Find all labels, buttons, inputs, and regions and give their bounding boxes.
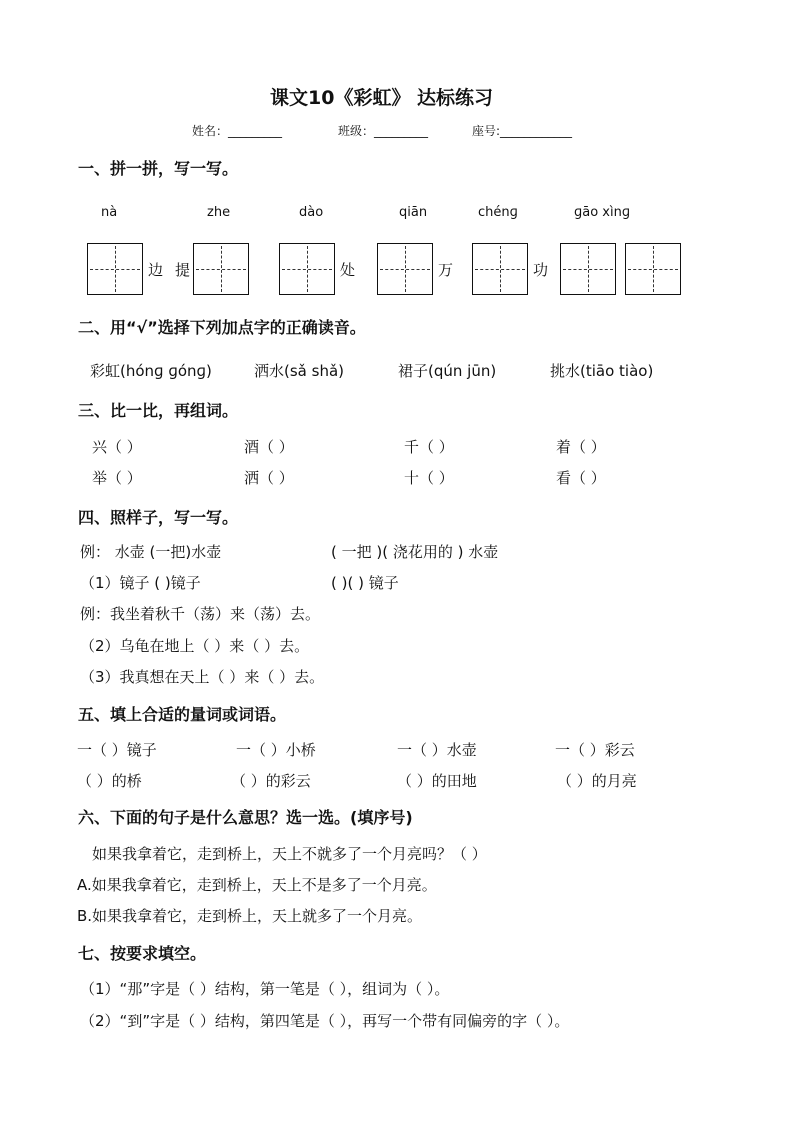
given-character: 万 bbox=[438, 261, 454, 279]
pronunciation-choice[interactable]: 裙子(qún jūn) bbox=[398, 362, 497, 380]
pinyin-label: ɡāo xìnɡ bbox=[574, 205, 631, 220]
question-line: （3）我真想在天上（ ）来（ ）去。 bbox=[80, 668, 325, 686]
page-title: 课文10《彩虹》 达标练习 bbox=[270, 87, 494, 109]
pinyin-label: zhe bbox=[207, 205, 231, 220]
pinyin-label: qiān bbox=[399, 205, 428, 220]
writing-grid-box[interactable] bbox=[377, 243, 433, 295]
example-line: 例： 水壶 (一把)水壶 bbox=[80, 543, 222, 561]
given-character: 处 bbox=[340, 261, 356, 279]
pinyin-label: nà bbox=[101, 205, 118, 220]
option-b: B.如果我拿着它，走到桥上，天上就多了一个月亮。 bbox=[77, 907, 423, 925]
question-line: （2）乌龟在地上（ ）来（ ）去。 bbox=[80, 637, 310, 655]
pronunciation-choice[interactable]: 洒水(sǎ shǎ) bbox=[254, 362, 344, 380]
given-character: 功 bbox=[533, 261, 549, 279]
fill-item: 一（ ）小桥 bbox=[236, 741, 316, 759]
writing-grid-box[interactable] bbox=[279, 243, 335, 295]
compare-item: 千（ ） bbox=[404, 438, 454, 456]
class-field: 班级：_________ bbox=[338, 124, 429, 138]
compare-item: 举（ ） bbox=[92, 469, 142, 487]
fill-item: （ ）的桥 bbox=[77, 772, 142, 790]
section3-heading: 三、比一比，再组词。 bbox=[78, 401, 239, 420]
writing-grid-box[interactable] bbox=[560, 243, 616, 295]
writing-grid-box[interactable] bbox=[87, 243, 143, 295]
compare-item: 洒（ ） bbox=[244, 469, 294, 487]
section6-heading: 六、下面的句子是什么意思？选一选。(填序号) bbox=[78, 808, 413, 827]
writing-grid-box[interactable] bbox=[625, 243, 681, 295]
fill-item: 一（ ）水壶 bbox=[397, 741, 477, 759]
compare-item: 十（ ） bbox=[404, 469, 454, 487]
seat-field: 座号:____________ bbox=[472, 124, 573, 138]
question-line: （2）“到”字是（ ）结构，第四笔是（ ），再写一个带有同偏旁的字（ ）。 bbox=[80, 1012, 570, 1030]
example-line: 例：我坐着秋千（荡）来（荡）去。 bbox=[80, 605, 321, 623]
fill-item: （ ）的彩云 bbox=[231, 772, 311, 790]
name-field: 姓名：_________ bbox=[192, 124, 283, 138]
pinyin-label: chénɡ bbox=[478, 205, 518, 220]
compare-item: 酒（ ） bbox=[244, 438, 294, 456]
compare-item: 着（ ） bbox=[556, 438, 606, 456]
question-line: （1）镜子 ( )镜子 bbox=[80, 574, 201, 592]
section7-heading: 七、按要求填空。 bbox=[78, 944, 207, 963]
question-line: 如果我拿着它，走到桥上，天上不就多了一个月亮吗？（ ） bbox=[92, 845, 487, 863]
pronunciation-choice[interactable]: 彩虹(hónɡ ɡónɡ) bbox=[90, 362, 212, 380]
section5-heading: 五、填上合适的量词或词语。 bbox=[78, 705, 287, 724]
section1-heading: 一、拼一拼，写一写。 bbox=[78, 159, 239, 178]
question-line: ( )( ) 镜子 bbox=[331, 574, 399, 592]
section4-heading: 四、照样子，写一写。 bbox=[78, 508, 239, 527]
pronunciation-choice[interactable]: 挑水(tiāo tiào) bbox=[550, 362, 654, 380]
given-character: 提 bbox=[175, 261, 191, 279]
compare-item: 兴（ ） bbox=[92, 438, 142, 456]
question-line: （1）“那”字是（ ）结构，第一笔是（ ），组词为（ ）。 bbox=[80, 980, 450, 998]
fill-item: （ ）的田地 bbox=[397, 772, 477, 790]
pinyin-label: dào bbox=[299, 205, 324, 220]
compare-item: 看（ ） bbox=[556, 469, 606, 487]
fill-item: （ ）的月亮 bbox=[557, 772, 637, 790]
example-line: ( 一把 )( 浇花用的 ) 水壶 bbox=[331, 543, 499, 561]
fill-item: 一（ ）彩云 bbox=[555, 741, 635, 759]
given-character: 边 bbox=[148, 261, 164, 279]
fill-item: 一（ ）镜子 bbox=[77, 741, 157, 759]
option-a: A.如果我拿着它，走到桥上，天上不是多了一个月亮。 bbox=[77, 876, 437, 894]
writing-grid-box[interactable] bbox=[472, 243, 528, 295]
writing-grid-box[interactable] bbox=[193, 243, 249, 295]
section2-heading: 二、用“√”选择下列加点字的正确读音。 bbox=[78, 318, 366, 337]
